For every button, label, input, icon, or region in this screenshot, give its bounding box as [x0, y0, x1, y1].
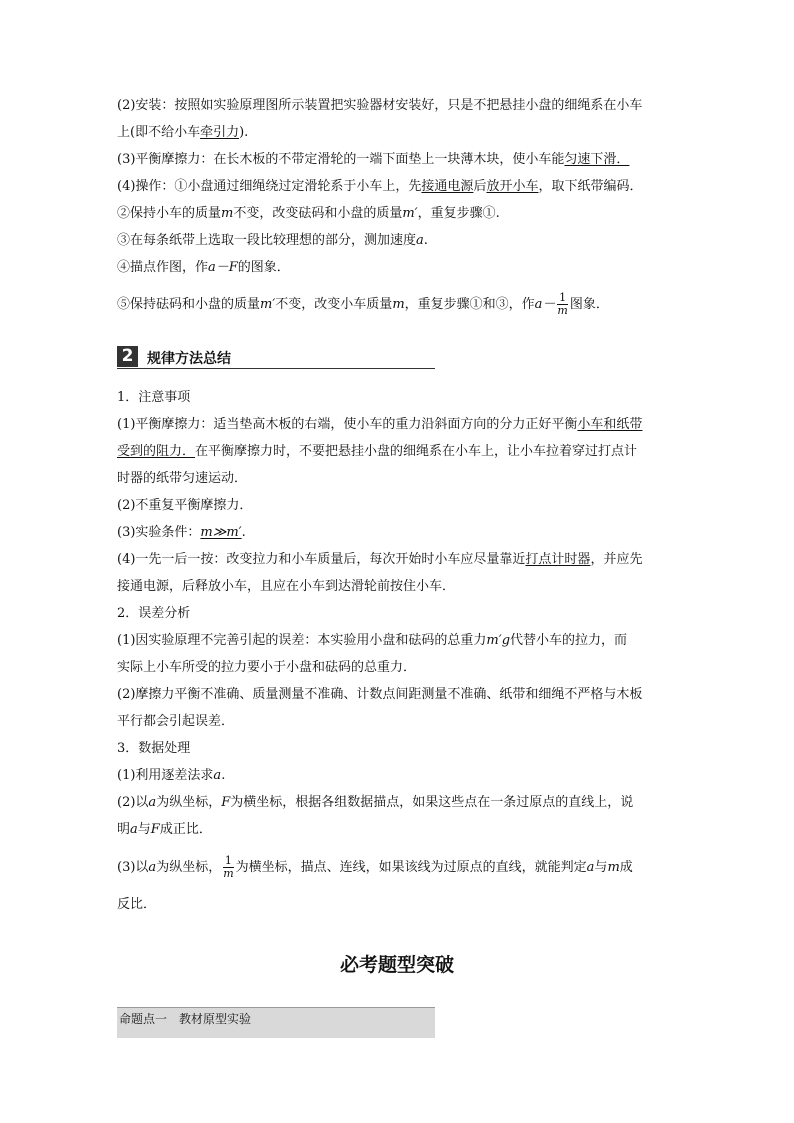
install-line-1: (2)安装：按照如实验原理图所示装置把实验器材安装好，只是不把悬挂小盘的细绳系在小车 [117, 98, 643, 113]
step-5-line: ⑤保持砝码和小盘的质量m′不变，改变小车质量m，重复步骤①和③，作a－ $\frac{1}{m}$ 图象． [117, 291, 609, 317]
error-1-line-2: 实际上小车所受的拉力要小于小盘和砝码的总重力． [117, 660, 417, 675]
data-1-line: (1)利用逐差法求a. [117, 768, 226, 783]
error-2-line-1: (2)摩擦力平衡不准确、质量测量不准确、计数点间距测量不准确、纸带和细绳不严格与木板 [117, 687, 643, 702]
step-4-line: ④描点作图，作a－F的图象． [117, 260, 290, 275]
fraction-one-over-m: $\frac{1}{m}$ [557, 291, 568, 317]
notes-heading: 1．注意事项 [117, 390, 191, 405]
data-3-line-1: (3)以a为纵坐标， $\frac{1}{m}$ 为横坐标，描点、连线，如果该线为过原点的直线，就能判定a与m成 [117, 854, 633, 880]
install-line-2: 上(即不给小车牵引力). [117, 125, 249, 140]
note-4-line-1: (4)一先一后一按：改变拉力和小车质量后，每次开始时小车应尽量靠近打点计时器，并应先 [117, 552, 643, 567]
note-3-line: (3)实验条件：m≫m′. [117, 525, 246, 540]
section-title: 规律方法总结 [147, 351, 231, 367]
section-header [117, 346, 435, 369]
error-2-line-2: 平行都会引起误差． [117, 714, 235, 729]
note-1-line-2: 受到的阻力．在平衡摩擦力时，不要把悬挂小盘的细绳系在小车上，让小车拉着穿过打点计 [117, 444, 638, 459]
section-number-badge: 2 [117, 346, 138, 367]
note-1-line-1: (1)平衡摩擦力：适当垫高木板的右端，使小车的重力沿斜面方向的分力正好平衡小车和纸带 [117, 417, 643, 432]
note-1-line-3: 时器的纸带匀速运动． [117, 471, 248, 486]
data-2-line-2: 明a与F成正比． [117, 822, 212, 837]
step-3-line: ③在每条纸带上选取一段比较理想的部分，测加速度a. [117, 233, 428, 248]
main-title: 必考题型突破 [339, 954, 454, 976]
note-2-line: (2)不重复平衡摩擦力． [117, 498, 253, 513]
error-1-line-1: (1)因实验原理不完善引起的误差：本实验用小盘和砝码的总重力m′g代替小车的拉力，而 [117, 633, 628, 648]
step-2-line: ②保持小车的质量m不变，改变砝码和小盘的质量m′，重复步骤①. [117, 206, 500, 221]
data-2-line-1: (2)以a为纵坐标，F为横坐标，根据各组数据描点，如果这些点在一条过原点的直线上，说 [117, 795, 634, 810]
data-3-line-2: 反比． [117, 897, 157, 912]
data-processing-heading: 3．数据处理 [117, 741, 191, 756]
operation-line: (4)操作：①小盘通过细绳绕过定滑轮系于小车上，先接通电源后放开小车，取下纸带编码． [117, 179, 643, 194]
errors-heading: 2．误差分析 [117, 606, 191, 621]
fraction-one-over-m: $\frac{1}{m}$ [223, 854, 234, 880]
topic-bar-label: 命题点一 教材原型实验 [119, 1012, 252, 1026]
topic-bar [117, 1007, 435, 1038]
note-4-line-2: 接通电源，后释放小车，且应在小车到达滑轮前按住小车． [117, 579, 456, 594]
balance-friction-line: (3)平衡摩擦力：在长木板的不带定滑轮的一端下面垫上一块薄木块，使小车能匀速下滑． [117, 152, 630, 167]
